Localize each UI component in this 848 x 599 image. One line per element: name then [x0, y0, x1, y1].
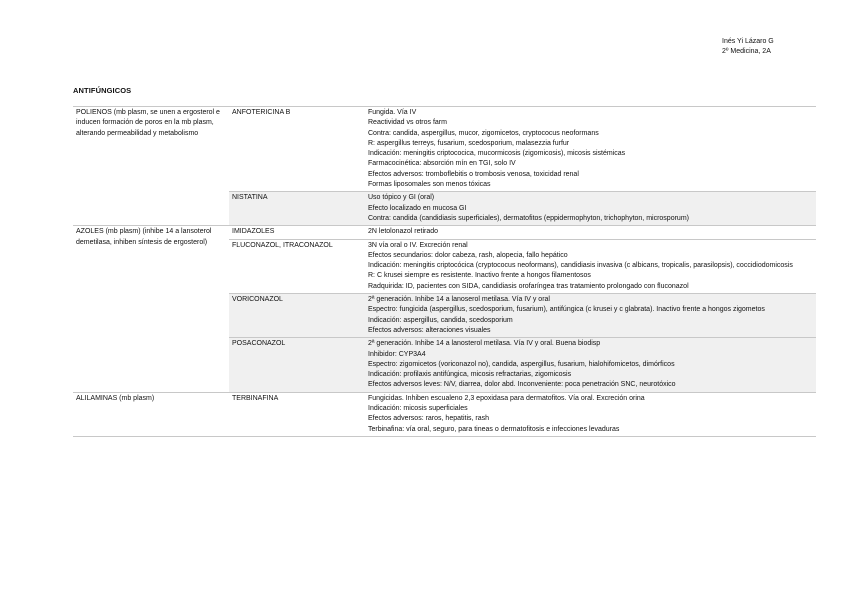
drug-name-cell — [229, 239, 365, 293]
group-cell — [73, 392, 229, 436]
drug-name: POSACONAZOL — [232, 340, 286, 348]
desc-line: Indicación: meningitis criptocócica (cryptococus neoformans), candidiasis invasiva (c albicans, tropicalis, parasilopsis), coccidiodomicosis — [368, 262, 793, 270]
desc-line: 2N letolonazol retirado — [368, 228, 439, 236]
drug-name-cell — [229, 192, 365, 226]
drug-name: FLUCONAZOL, ITRACONAZOL — [232, 241, 333, 249]
drug-name-cell — [229, 294, 365, 338]
drug-desc-cell — [365, 294, 816, 338]
group-cell — [73, 107, 229, 226]
drug-name-cell — [229, 392, 365, 436]
drug-desc-cell — [365, 107, 816, 192]
drug-desc-cell — [365, 226, 816, 239]
author-block — [722, 37, 774, 57]
drug-desc-cell — [365, 392, 816, 436]
drug-name: VORICONAZOL — [232, 296, 283, 304]
drug-name-cell — [229, 226, 365, 239]
drug-desc-cell — [365, 239, 816, 293]
desc-line: Uso tópico y GI (oral) — [368, 194, 435, 202]
desc-line: 2ª generación. Inhibe 14 a lanosterol metilasa. Vía IV y oral. Buena biodisp — [368, 340, 601, 348]
desc-line: Contra: candida, aspergillus, mucor, zigomicetos, cryptococus neoformans — [368, 129, 599, 137]
drug-name: IMIDAZOLES — [232, 228, 275, 236]
drug-name-cell — [229, 338, 365, 392]
desc-line: Indicación: micosis superficiales — [368, 405, 468, 413]
desc-line: Efecto localizado en mucosa GI — [368, 204, 467, 212]
desc-line: Espectro: zigomicetos (voriconazol no), candida, aspergillus, fusarium, hialohifomicetos, dimórficos — [368, 360, 675, 368]
desc-line: Efectos adversos leves: N/V, diarrea, dolor abd. Inconveniente: poca penetración SNC, neurotóxico — [368, 381, 676, 389]
desc-line: Fungida. Vía IV — [368, 109, 417, 116]
author-course: 2º Medicina, 2A — [722, 48, 771, 55]
desc-line: R: aspergillus terreys, fusarium, scedosporium, malasezzia furfur — [368, 139, 570, 147]
drug-desc-cell — [365, 338, 816, 392]
group-name: ALILAMINAS (mb plasm) — [76, 394, 155, 402]
desc-line: Indicación: profilaxis antifúngica, micosis refractarias, zigomicosis — [368, 371, 572, 379]
document-title: ANTIFÚNGICOS — [73, 86, 132, 95]
desc-line: Efectos adversos: raros, hepatitis, rash — [368, 415, 489, 423]
table-row — [73, 392, 816, 436]
desc-line: Formas liposomales son menos tóxicas — [368, 181, 491, 189]
desc-line: Efectos secundarios: dolor cabeza, rash, alopecia, fallo hepático — [368, 251, 568, 259]
desc-line: Espectro: fungicida (aspergillus, scedosporium, fusarium), antifúngica (c krusei y c glabrata). Inactivo frente a hongos zigometos — [368, 306, 765, 314]
group-name: AZOLES (mb plasm) (inhibe 14 a lansoterol demetilasa, inhiben síntesis de ergosterol) — [76, 228, 212, 246]
desc-line: Radquirida: ID, pacientes con SIDA, candidiasis orofaríngea tras tratamiento prolongado con fluconazol — [368, 282, 689, 290]
desc-line: Farmacocinética: absorción mín en TGI, solo IV — [368, 160, 516, 168]
author-name: Inés Yi Lázaro G — [722, 38, 774, 45]
drug-name: NISTATINA — [232, 194, 268, 202]
desc-line: Terbinafina: vía oral, seguro, para tineas o dermatofitosis e infecciones levaduras — [368, 425, 620, 433]
desc-line: Efectos adversos: alteraciones visuales — [368, 326, 491, 334]
table-row — [73, 107, 816, 192]
group-cell — [73, 226, 229, 392]
desc-line: Fungicidas. Inhiben escualeno 2,3 epoxidasa para dermatofitos. Vía oral. Excreción orina — [368, 394, 645, 402]
drug-desc-cell — [365, 192, 816, 226]
drug-name: ANFOTERICINA B — [232, 109, 291, 116]
desc-line: Indicación: aspergillus, candida, scedosporium — [368, 316, 513, 324]
desc-line: 3N vía oral o IV. Excreción renal — [368, 241, 468, 249]
desc-line: Efectos adversos: tromboflebitis o trombosis venosa, toxicidad renal — [368, 170, 579, 178]
desc-line: Reactividad vs otros farm — [368, 119, 447, 127]
desc-line: Inhibidor: CYP3A4 — [368, 350, 426, 358]
table-row — [73, 226, 816, 239]
group-name: POLIENOS (mb plasm, se unen a ergosterol e inducen formación de poros en la mb plasm, alterando permeabilidad y metabolismo — [76, 109, 220, 137]
drug-name: TERBINAFINA — [232, 394, 279, 402]
drug-name-cell — [229, 107, 365, 192]
desc-line: Contra: candida (candidiasis superficiales), dermatofitos (eppidermophyton, trichophyton, microsporum) — [368, 214, 689, 222]
desc-line: 2ª generación. Inhibe 14 a lanoserol metilasa. Vía IV y oral — [368, 296, 550, 304]
desc-line: Indicación: meningitis criptococica, mucormicosis (zigomicosis), micosis sistémicas — [368, 150, 626, 158]
desc-line: R: C krusei siempre es resistente. Inactivo frente a hongos filamentosos — [368, 272, 591, 280]
antifungal-table — [73, 106, 816, 437]
